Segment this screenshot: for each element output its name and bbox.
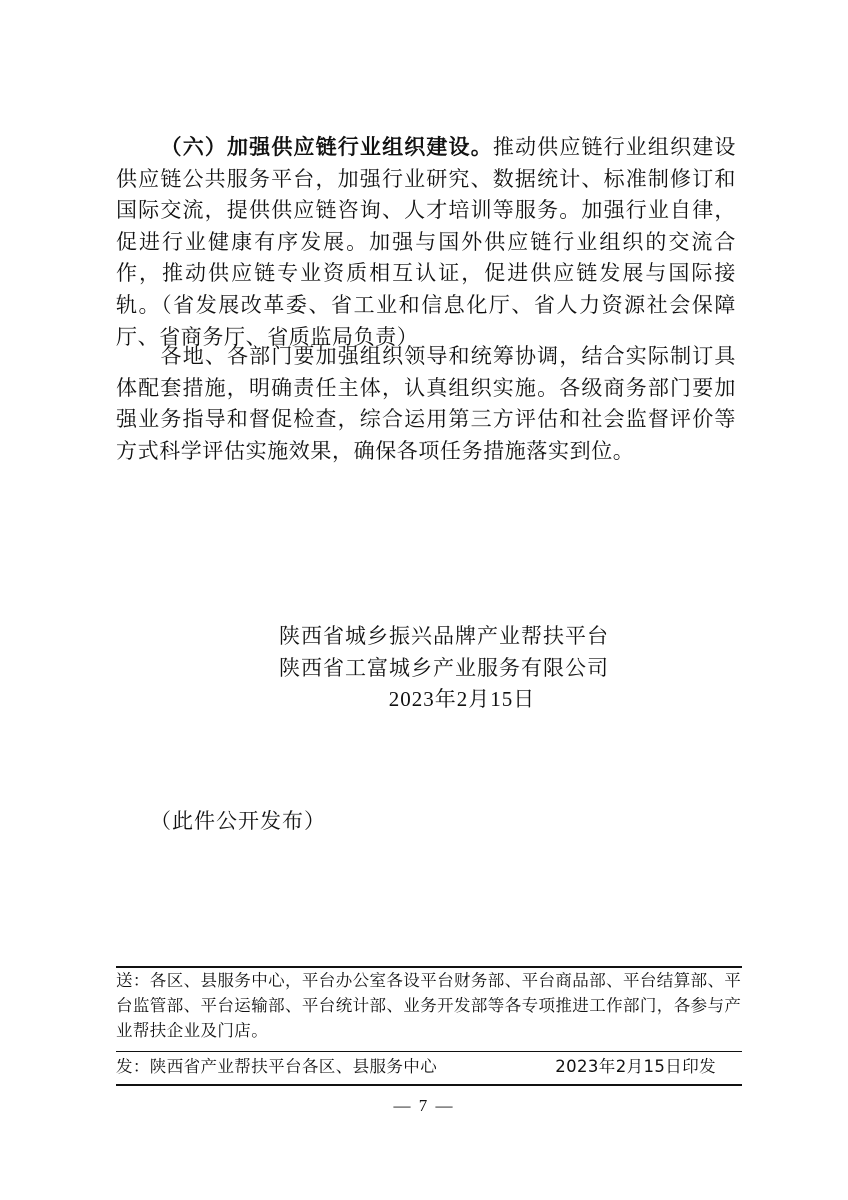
page-number: — 7 — bbox=[393, 1096, 455, 1115]
paragraph-lead-heading: （六）加强供应链行业组织建设。 bbox=[160, 134, 493, 159]
signature-organization-1: 陕西省城乡振兴品牌产业帮扶平台 bbox=[279, 624, 609, 648]
paragraph-body-text: 推动供应链行业组织建设供应链公共服务平台，加强行业研究、数据统计、标准制修订和国际交流，提供供应链咨询、人才培训等服务。加强行业自律，促进行业健康有序发展。加强与国外供应链行业组织的交流合作，推动供应链专业资质相互认证，促进供应链发展与国际接轨。（省发展改革委、省工业和信息化厅、省人力资源社会保障厅、省商务厅、省质监局负责） bbox=[116, 135, 736, 349]
paragraph-implementation bbox=[116, 341, 736, 467]
publish-note: （此件公开发布） bbox=[150, 809, 326, 833]
footer-bottom-rule bbox=[116, 1084, 742, 1086]
paragraph-body-text: 各地、各部门要加强组织领导和统筹协调，结合实际制订具体配套措施，明确责任主体，认真组织实施。各级商务部门要加强业务指导和督促检查，综合运用第三方评估和社会监督评价等方式科学评估实施效果，确保各项任务措施落实到位。 bbox=[116, 344, 736, 463]
footer-send-to: 送：各区、县服务中心，平台办公室各设平台财务部、平台商品部、平台结算部、平台监管部、平台运输部、平台统计部、业务开发部等各专项推进工作部门，各参与产业帮扶企业及门店。 bbox=[116, 971, 742, 1040]
footer-issued-by: 发：陕西省产业帮扶平台各区、县服务中心 bbox=[116, 1057, 438, 1076]
signature-organization-2: 陕西省工富城乡产业服务有限公司 bbox=[279, 656, 609, 680]
footer-issued-date: 2023年2月15日印发 bbox=[555, 1057, 716, 1076]
paragraph-supply-chain-organization bbox=[116, 131, 736, 353]
footer-middle-rule bbox=[116, 1051, 742, 1052]
footer-issue-line bbox=[116, 1054, 742, 1079]
signature-date: 2023年2月15日 bbox=[388, 687, 536, 711]
